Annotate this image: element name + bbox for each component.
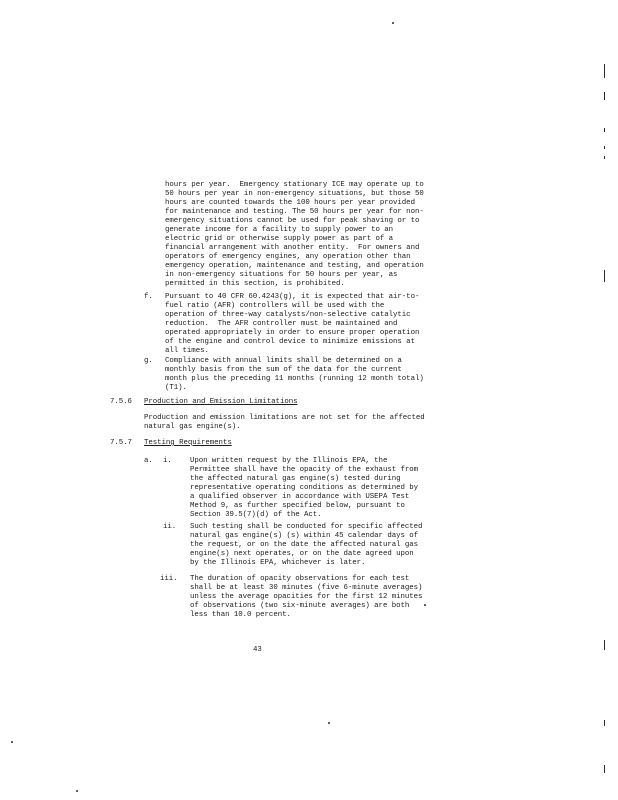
item-marker: f. (144, 293, 153, 301)
scan-edge-mark (604, 640, 605, 650)
scan-edge-mark (604, 146, 605, 149)
scan-speck (328, 722, 330, 724)
scan-edge-mark (604, 92, 605, 100)
text-line: financial arrangement with another entity. For owners and (165, 244, 420, 252)
text-line: the request, or on the date the affected natural gas (190, 541, 419, 549)
text-line: Compliance with annual limits shall be determined on a (165, 357, 402, 365)
page-number: 43 (253, 646, 262, 654)
text-line: month plus the preceding 11 months (running 12 month total) (165, 375, 424, 383)
sub-marker: a. (144, 457, 153, 465)
item-marker: g. (144, 357, 153, 365)
item-marker: iii. (160, 575, 178, 583)
scan-speck (392, 22, 394, 24)
scan-edge-mark (604, 128, 605, 132)
section-number: 7.5.6 (110, 398, 132, 406)
text-line: of the engine and control device to minimize emissions at (165, 338, 415, 346)
text-line: Method 9, as further specified below, pursuant to (190, 502, 405, 510)
text-line: operated appropriately in order to ensure proper operation (165, 329, 420, 337)
section-title: Production and Emission Limitations (144, 398, 298, 406)
text-line: Section 39.5(7)(d) of the Act. (190, 511, 322, 519)
text-line: in non-emergency situations for 50 hours per year, as (165, 271, 398, 279)
section-title: Testing Requirements (144, 439, 232, 447)
text-line: shall be at least 30 minutes (five 6-minute averages) (190, 584, 423, 592)
text-line: for maintenance and testing. The 50 hours per year for non- (165, 208, 424, 216)
text-line: electric grid or otherwise supply power as part of a (165, 235, 394, 243)
section-number: 7.5.7 (110, 439, 132, 447)
text-line: unless the average opacities for the first 12 minutes (190, 593, 423, 601)
text-line: Permittee shall have the opacity of the exhaust from (190, 466, 419, 474)
scan-edge-mark (604, 64, 605, 78)
text-line: emergency situations cannot be used for peak shaving or to (165, 217, 420, 225)
scan-speck (76, 790, 78, 792)
scan-edge-mark (604, 156, 605, 159)
text-line: of observations (two six-minute averages) are both (190, 602, 410, 610)
text-line: The duration of opacity observations for each test (190, 575, 410, 583)
scan-edge-mark (604, 765, 605, 773)
text-line: 50 hours per year in non-emergency situations, but those 50 (165, 190, 424, 198)
text-line: by the Illinois EPA, whichever is later. (190, 559, 366, 567)
text-line: permitted in this section, is prohibited. (165, 280, 345, 288)
text-line: Upon written request by the Illinois EPA, the (190, 457, 388, 465)
text-line: (T1). (165, 384, 187, 392)
text-line: representative operating conditions as determined by (190, 484, 419, 492)
text-line: all times. (165, 347, 209, 355)
text-line: natural gas engine(s). (144, 423, 241, 431)
item-marker: i. (163, 457, 172, 465)
text-line: natural gas engine(s) (s) within 45 calendar days of (190, 532, 419, 540)
scan-speck (11, 741, 13, 743)
text-line: fuel ratio (AFR) controllers will be used with the (165, 302, 385, 310)
text-line: Production and emission limitations are not set for the affected (144, 414, 425, 422)
text-line: operators of emergency engines, any operation other than (165, 253, 411, 261)
text-line: operation of three-way catalysts/non-selective catalytic (165, 311, 411, 319)
text-line: hours per year. Emergency stationary ICE may operate up to (165, 181, 424, 189)
item-marker: ii. (163, 523, 177, 531)
scan-edge-mark (604, 720, 605, 726)
text-line: Pursuant to 40 CFR 60.4243(g), it is expected that air-to- (165, 293, 420, 301)
text-line: emergency operation, maintenance and testing, and operation (165, 262, 424, 270)
scan-speck (424, 604, 426, 606)
text-line: reduction. The AFR controller must be maintained and (165, 320, 398, 328)
text-line: the affected natural gas engine(s) tested during (190, 475, 401, 483)
text-line: monthly basis from the sum of the data for the current (165, 366, 402, 374)
text-line: Such testing shall be conducted for specific affected (190, 523, 423, 531)
text-line: a qualified observer in accordance with USEPA Test (190, 493, 410, 501)
text-line: generate income for a facility to supply power to an (165, 226, 394, 234)
text-line: less than 10.0 percent. (190, 611, 291, 619)
scan-edge-mark (604, 270, 605, 282)
text-line: hours are counted towards the 100 hours per year provided (165, 199, 415, 207)
text-line: engine(s) next operates, or on the date agreed upon (190, 550, 414, 558)
